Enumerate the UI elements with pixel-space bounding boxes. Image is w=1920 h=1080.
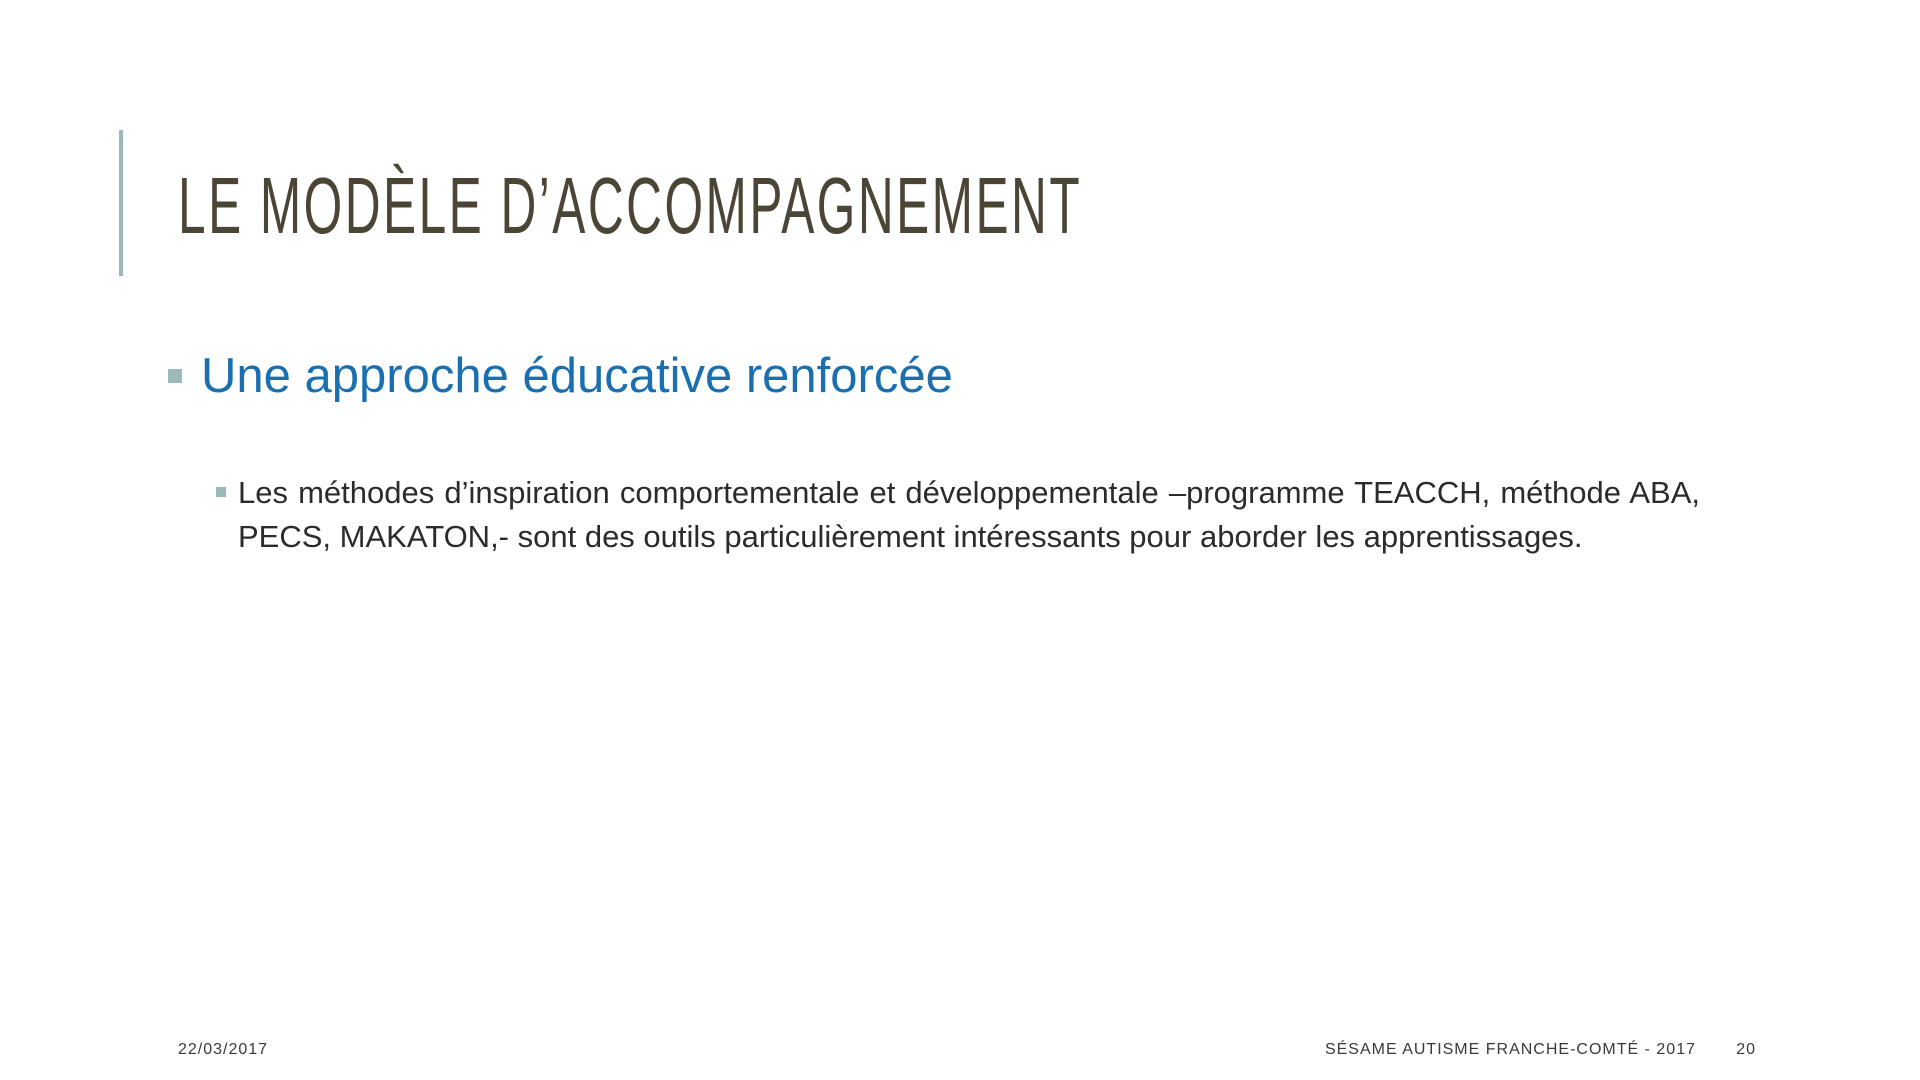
bullet-level2 bbox=[216, 471, 1700, 559]
title-accent-bar bbox=[119, 130, 123, 276]
bullet-level2-text: Les méthodes d’inspiration comportementale et développementale –programme TEACCH, méthode ABA, PECS, MAKATON,- sont des outils particulièrement intéressants pour aborder les apprentissages. bbox=[238, 475, 1700, 554]
bullet-level1-text: Une approche éducative renforcée bbox=[201, 349, 953, 403]
square-bullet-icon bbox=[168, 369, 182, 383]
slide-title: LE MODÈLE D’ACCOMPAGNEMENT bbox=[178, 161, 1083, 250]
footer-text: SÉSAME AUTISME FRANCHE-COMTÉ - 2017 bbox=[1324, 1041, 1696, 1058]
page-number: 20 bbox=[1736, 1041, 1756, 1058]
footer-date: 22/03/2017 bbox=[178, 1041, 269, 1058]
square-bullet-icon bbox=[216, 487, 226, 497]
bullet-level1 bbox=[168, 344, 953, 408]
